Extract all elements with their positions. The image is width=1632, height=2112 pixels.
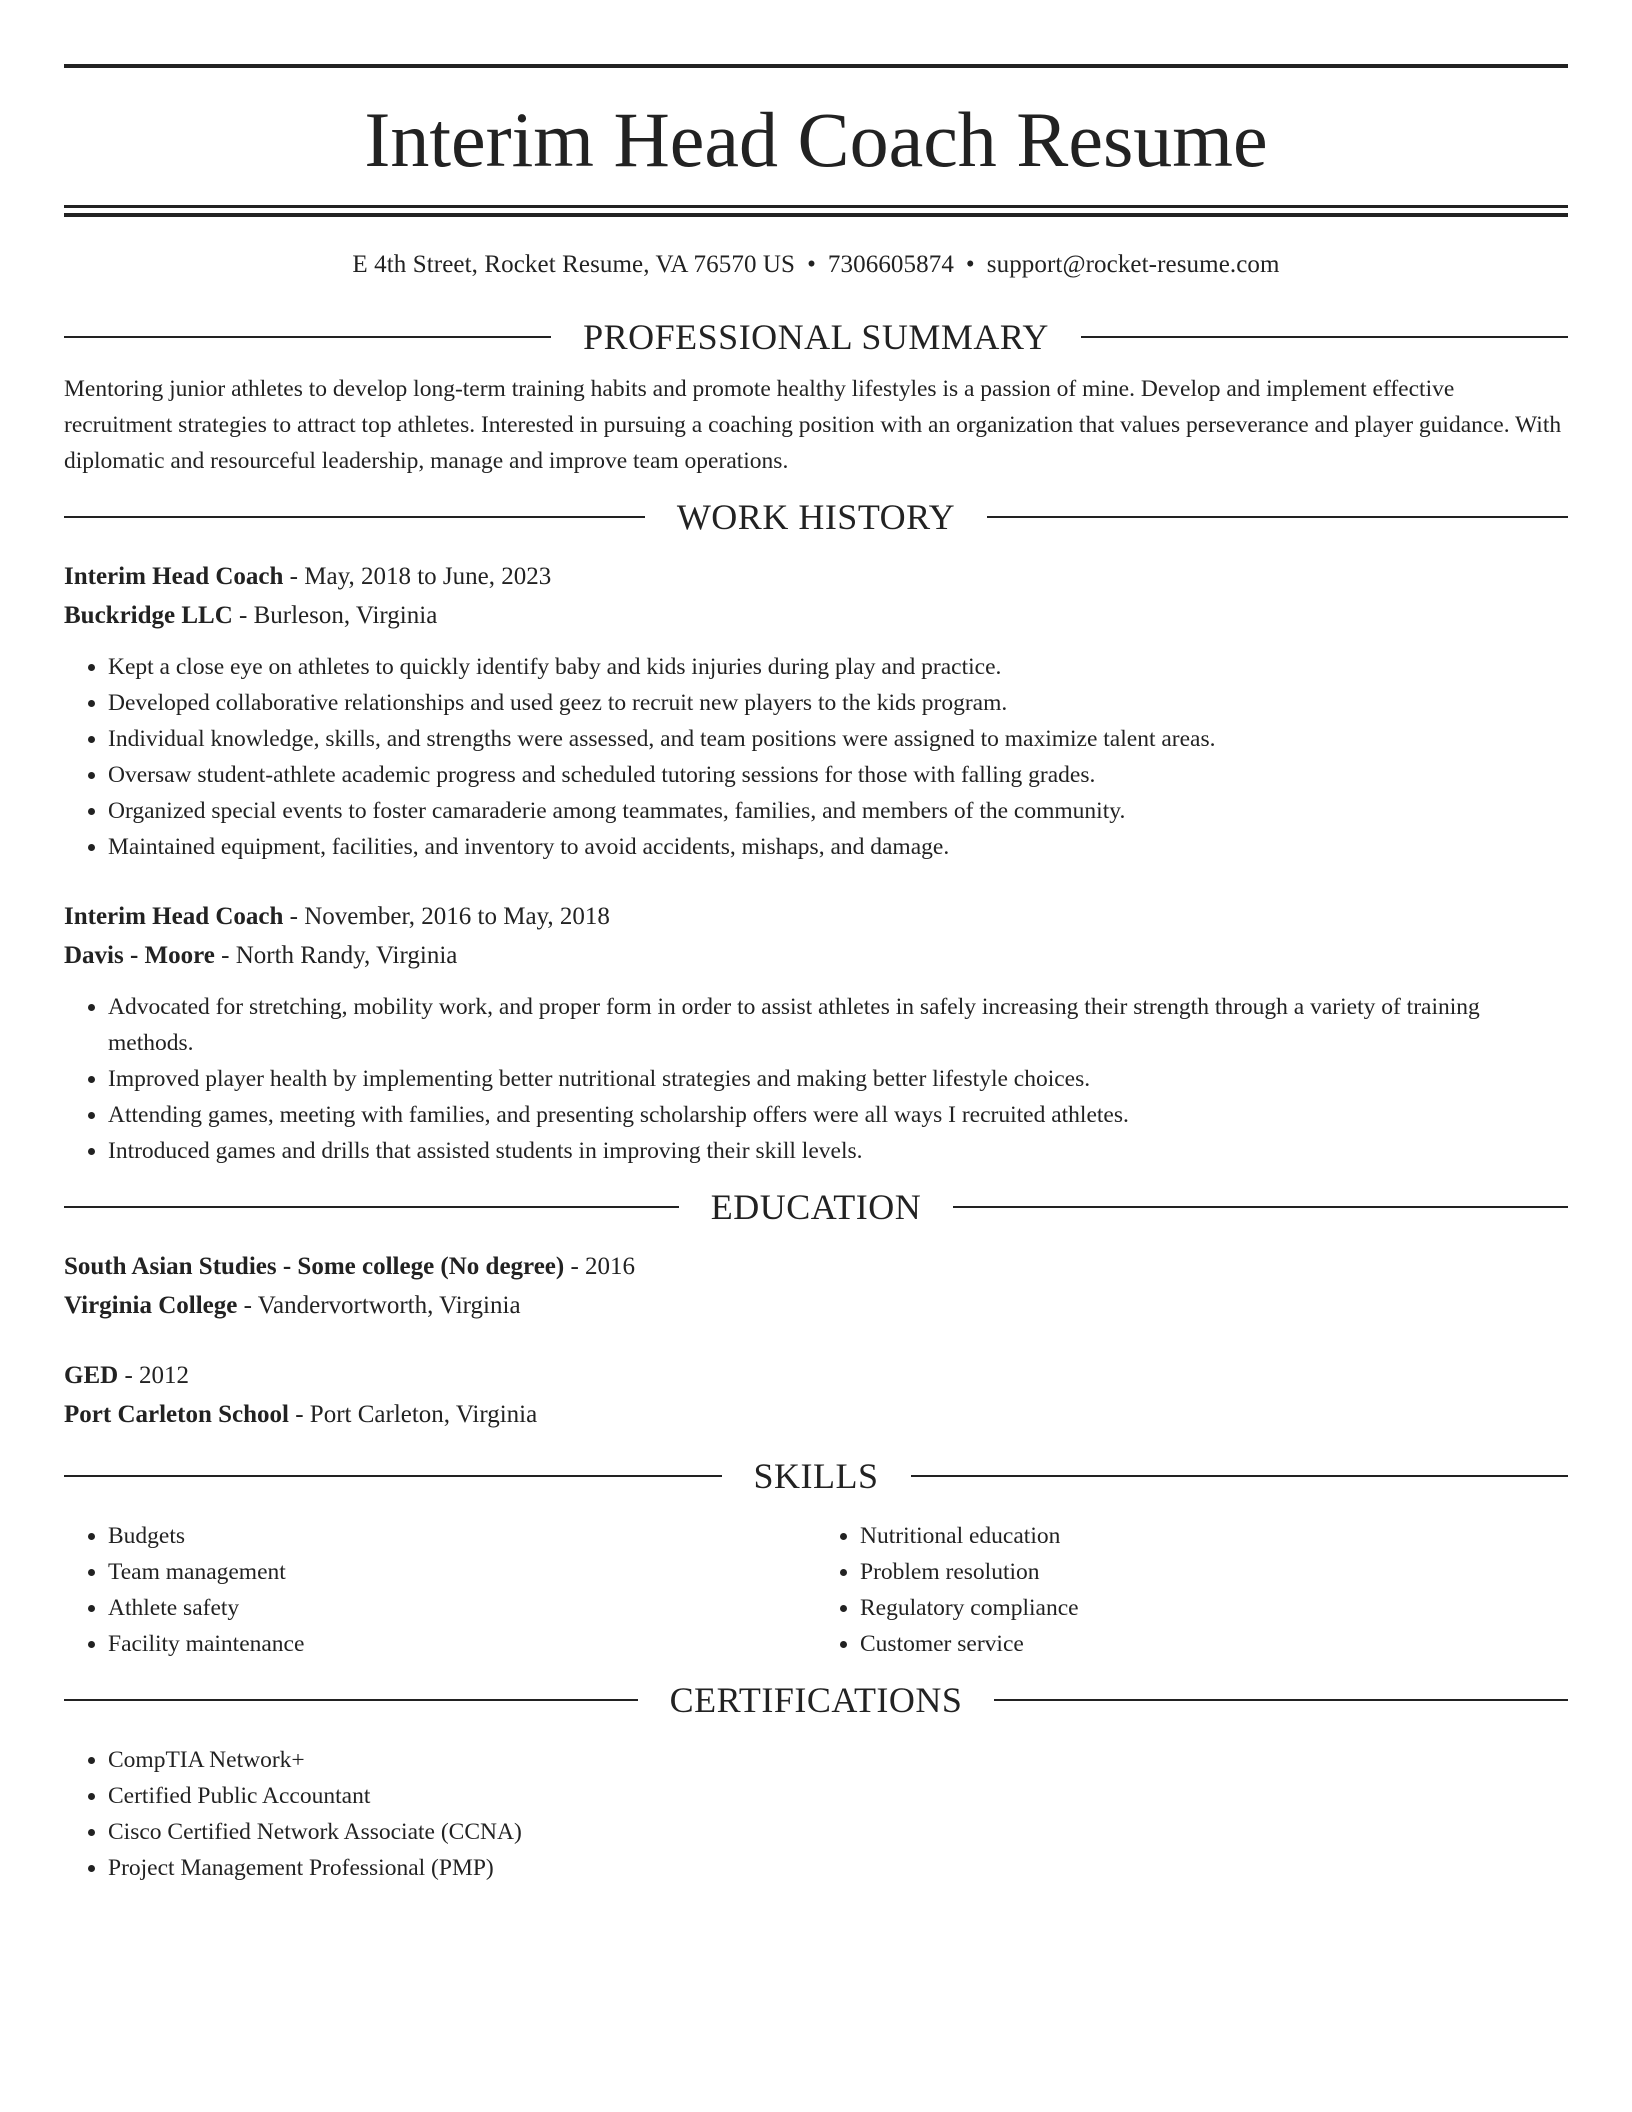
- education-degree-line: [64, 1247, 1568, 1286]
- education-degree-line: [64, 1356, 1568, 1395]
- section-title: CERTIFICATIONS: [669, 1680, 963, 1720]
- resume-title: Interim Head Coach Resume: [364, 96, 1268, 183]
- heading-rule: [64, 336, 551, 338]
- skill-item: • Team management: [108, 1554, 816, 1590]
- section-title: EDUCATION: [710, 1187, 922, 1227]
- section-heading-summary: [64, 317, 1568, 357]
- contact-line: [64, 249, 1568, 281]
- heading-rule: [64, 516, 645, 518]
- education-year: - 2016: [564, 1253, 636, 1280]
- contact-email: support@rocket-resume.com: [986, 251, 1280, 278]
- certification-item: • CompTIA Network+: [108, 1742, 1568, 1778]
- section-title: SKILLS: [753, 1456, 879, 1496]
- list-item: • Individual knowledge, skills, and strengths were assessed, and team positions were assigned to maximize talent areas.: [108, 721, 1568, 757]
- certifications-list: [64, 1742, 1568, 1886]
- job-title: Interim Head Coach: [64, 563, 284, 590]
- section-title: WORK HISTORY: [676, 497, 956, 537]
- section-heading-education: [64, 1187, 1568, 1227]
- contact-phone: 7306605874: [827, 251, 954, 278]
- education-degree: South Asian Studies - Some college (No degree): [64, 1253, 565, 1280]
- education-degree: GED: [64, 1362, 119, 1389]
- contact-address: E 4th Street, Rocket Resume, VA 76570 US: [352, 251, 796, 278]
- skill-item: • Nutritional education: [860, 1518, 1568, 1554]
- skills-grid: [64, 1518, 1568, 1662]
- education-entry: [64, 1356, 1568, 1434]
- skill-item: • Customer service: [860, 1626, 1568, 1662]
- job-company-line: [64, 596, 1568, 635]
- list-item: • Attending games, meeting with families, and presenting scholarship offers were all ways I recruited athletes.: [108, 1097, 1568, 1133]
- job-bullets: [64, 989, 1568, 1169]
- heading-rule: [987, 516, 1568, 518]
- list-item: • Developed collaborative relationships and used geez to recruit new players to the kids program.: [108, 685, 1568, 721]
- skill-item: • Regulatory compliance: [860, 1590, 1568, 1626]
- education-location: - Port Carleton, Virginia: [288, 1401, 538, 1428]
- summary-text: Mentoring junior athletes to develop long-term training habits and promote healthy lifestyles is a passion of mine. Develop and implement effective recruitment strategies to attract top athletes. Interested in pursuing a coaching position with an organization that values perseverance and player guidance. With diplomatic and resourceful leadership, manage and improve team operations.: [64, 376, 1562, 474]
- certification-item: • Certified Public Accountant: [108, 1778, 1568, 1814]
- job-bullets: [64, 649, 1568, 865]
- title-double-rule: [64, 205, 1568, 217]
- heading-rule: [1081, 336, 1568, 338]
- heading-rule: [64, 1206, 679, 1208]
- job-company-line: [64, 936, 1568, 975]
- job-dates: - May, 2018 to June, 2023: [283, 563, 552, 590]
- list-item: • Maintained equipment, facilities, and inventory to avoid accidents, mishaps, and damage.: [108, 829, 1568, 865]
- list-item: • Oversaw student-athlete academic progress and scheduled tutoring sessions for those with falling grades.: [108, 757, 1568, 793]
- education-location: - Vandervortworth, Virginia: [237, 1292, 521, 1319]
- education-school-line: [64, 1286, 1568, 1325]
- job-location: - North Randy, Virginia: [214, 942, 458, 969]
- list-item: • Organized special events to foster camaraderie among teammates, families, and members of the community.: [108, 793, 1568, 829]
- education-year: - 2012: [118, 1362, 190, 1389]
- skill-item: • Budgets: [108, 1518, 816, 1554]
- top-rule: [64, 64, 1568, 68]
- job-entry: [64, 897, 1568, 1169]
- job-company: Buckridge LLC: [64, 602, 233, 629]
- list-item: • Advocated for stretching, mobility work, and proper form in order to assist athletes in safely increasing their strength through a variety of training methods.: [108, 989, 1568, 1061]
- skill-item: • Problem resolution: [860, 1554, 1568, 1590]
- education-school: Virginia College: [64, 1292, 238, 1319]
- certification-item: • Project Management Professional (PMP): [108, 1850, 1568, 1886]
- list-item: • Introduced games and drills that assisted students in improving their skill levels.: [108, 1133, 1568, 1169]
- skills-list-left: [64, 1518, 816, 1662]
- job-title-line: [64, 557, 1568, 596]
- education-school-line: [64, 1395, 1568, 1434]
- heading-rule: [953, 1206, 1568, 1208]
- section-title: PROFESSIONAL SUMMARY: [583, 317, 1049, 357]
- job-company: Davis - Moore: [64, 942, 215, 969]
- list-item: • Improved player health by implementing better nutritional strategies and making better lifestyle choices.: [108, 1061, 1568, 1097]
- section-heading-skills: [64, 1456, 1568, 1496]
- skill-item: • Facility maintenance: [108, 1626, 816, 1662]
- list-item: • Kept a close eye on athletes to quickly identify baby and kids injuries during play and practice.: [108, 649, 1568, 685]
- job-entry: [64, 557, 1568, 865]
- heading-rule: [911, 1475, 1569, 1477]
- contact-separator: •: [965, 251, 975, 278]
- education-school: Port Carleton School: [64, 1401, 289, 1428]
- job-title-line: [64, 897, 1568, 936]
- section-heading-certifications: [64, 1680, 1568, 1720]
- heading-rule: [64, 1475, 722, 1477]
- section-heading-work: [64, 497, 1568, 537]
- heading-rule: [64, 1699, 638, 1701]
- job-location: - Burleson, Virginia: [232, 602, 438, 629]
- job-dates: - November, 2016 to May, 2018: [283, 903, 610, 930]
- heading-rule: [994, 1699, 1568, 1701]
- job-title: Interim Head Coach: [64, 903, 284, 930]
- skills-list-right: [816, 1518, 1568, 1662]
- skill-item: • Athlete safety: [108, 1590, 816, 1626]
- education-entry: [64, 1247, 1568, 1325]
- certification-item: • Cisco Certified Network Associate (CCNA): [108, 1814, 1568, 1850]
- contact-separator: •: [807, 251, 816, 278]
